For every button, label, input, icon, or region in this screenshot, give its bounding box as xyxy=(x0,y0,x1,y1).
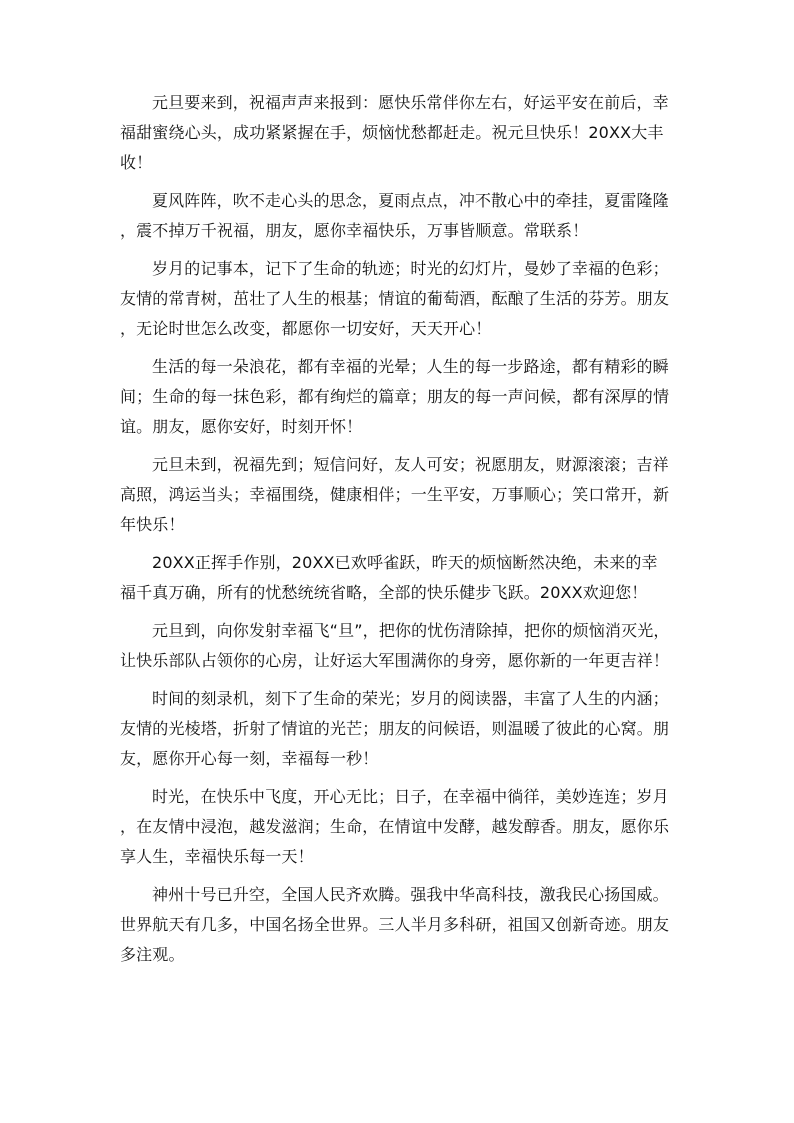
paragraph-8: 时间的刻录机，刻下了生命的荣光；岁月的阅读器，丰富了人生的内涵；友情的光棱塔，折射了情谊的光芒；朋友的问候语，则温暖了彼此的心窝。朋友，愿你开心每一刻，幸福每一秒！ xyxy=(120,689,670,768)
paragraph-6: 20XX正挥手作别，20XX已欢呼雀跃，昨天的烦恼断然决绝，未来的幸福千真万确，所有的忧愁统统省略，全部的快乐健步飞跃。20XX欢迎您！ xyxy=(120,553,658,602)
paragraph-1: 元旦要来到，祝福声声来报到：愿快乐常伴你左右，好运平安在前后，幸福甜蜜绕心头，成功紧紧握在手，烦恼忧愁都赶走。祝元旦快乐！20XX大丰收！ xyxy=(120,93,669,172)
document-body xyxy=(120,88,672,978)
paragraph-2: 夏风阵阵，吹不走心头的思念，夏雨点点，冲不散心中的牵挂，夏雷隆隆，震不掉万千祝福，朋友，愿你幸福快乐，万事皆顺意。常联系！ xyxy=(120,191,669,240)
paragraph-4: 生活的每一朵浪花，都有幸福的光晕；人生的每一步路途，都有精彩的瞬间；生命的每一抹色彩，都有绚烂的篇章；朋友的每一声问候，都有深厚的情谊。朋友，愿你安好，时刻开怀！ xyxy=(120,357,670,436)
paragraph-5: 元旦未到，祝福先到；短信问好，友人可安；祝愿朋友，财源滚滚；吉祥高照，鸿运当头；幸福围绕，健康相伴；一生平安，万事顺心；笑口常开，新年快乐！ xyxy=(120,455,670,534)
paragraph-10: 神州十号已升空，全国人民齐欢腾。强我中华高科技，激我民心扬国威。世界航天有几多，中国名扬全世界。三人半月多科研，祖国又创新奇迹。朋友多注观。 xyxy=(120,885,670,964)
paragraph-7: 元旦到，向你发射幸福飞“旦”，把你的忧伤清除掉，把你的烦恼消灭光，让快乐部队占领你的心房，让好运大军围满你的身旁，愿你新的一年更吉祥！ xyxy=(120,621,670,670)
paragraph-3: 岁月的记事本，记下了生命的轨迹；时光的幻灯片，曼妙了幸福的色彩；友情的常青树，茁壮了人生的根基；情谊的葡萄酒，酝酿了生活的芬芳。朋友，无论时世怎么改变，都愿你一切安好，天天开心！ xyxy=(120,259,670,338)
paragraph-9: 时光，在快乐中飞度，开心无比；日子，在幸福中徜徉，美妙连连；岁月，在友情中浸泡，越发滋润；生命，在情谊中发酵，越发醇香。朋友，愿你乐享人生，幸福快乐每一天！ xyxy=(120,787,670,866)
